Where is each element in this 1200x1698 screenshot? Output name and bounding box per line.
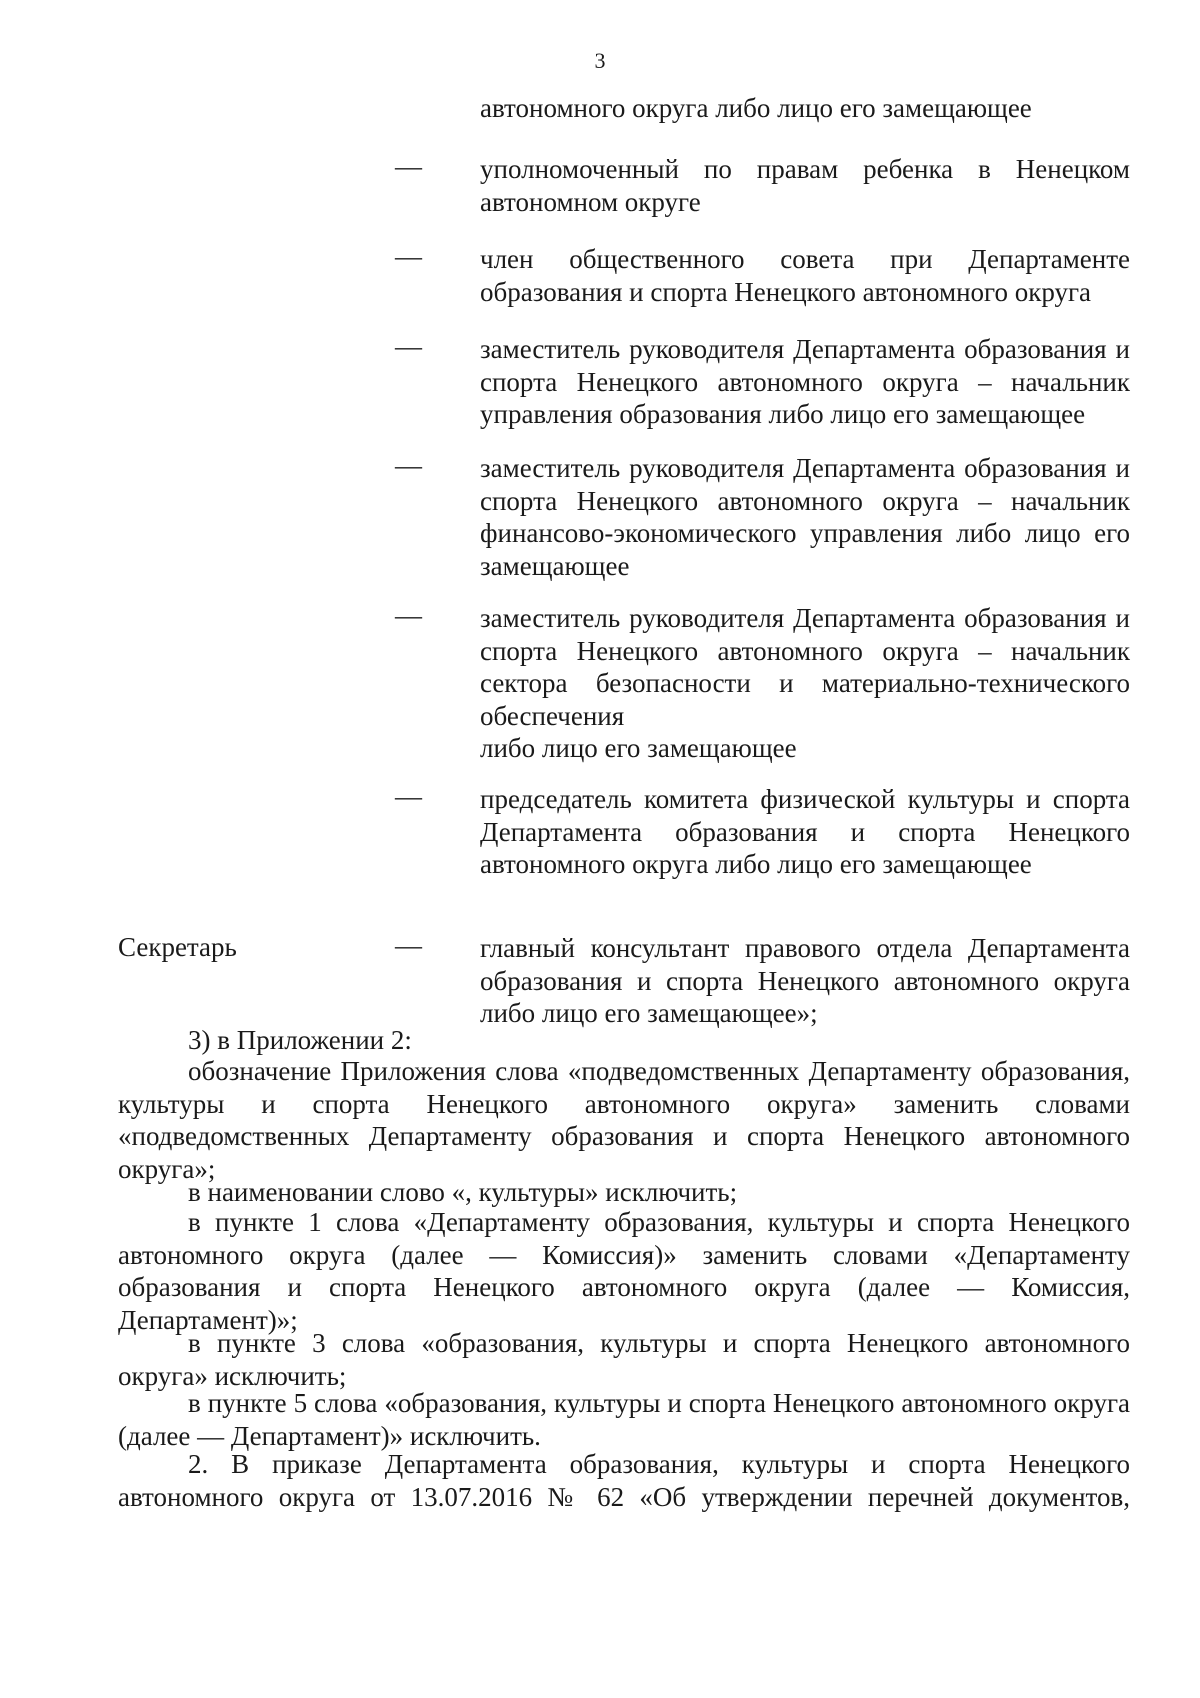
member-description: заместитель руководителя Департамента образования и спорта Ненецкого автономного округа – начальник управления образования либо лицо его замещающее	[480, 334, 1130, 429]
dash: —	[395, 450, 422, 480]
member-description: уполномоченный по правам ребенка в Ненецком автономном округе	[480, 154, 1130, 217]
member-description-text: заместитель руководителя Департамента образования и спорта Ненецкого автономного округа – начальник сектора безопасности и материально-технического обеспечения	[480, 603, 1130, 731]
secretary-description: главный консультант правового отдела Департамента образования и спорта Ненецкого автономного округа либо лицо его замещающее»;	[480, 933, 1130, 1028]
paragraph: в наименовании слово «, культуры» исключить;	[188, 1177, 738, 1207]
member-description: заместитель руководителя Департамента образования и спорта Ненецкого автономного округа – начальник финансово-экономического управления либо лицо его замещающее	[480, 453, 1130, 581]
member-description-extra: либо лицо его замещающее	[480, 733, 797, 763]
page-number: 3	[594, 48, 606, 73]
member-description	[480, 602, 1130, 765]
dash: —	[395, 151, 422, 181]
member-description: председатель комитета физической культуры и спорта Департамента образования и спорта Ненецкого автономного округа либо лицо его замещающее	[480, 784, 1130, 879]
dash: —	[395, 241, 422, 271]
paragraph: в пункте 3 слова «образования, культуры и спорта Ненецкого автономного округа» исключить;	[118, 1328, 1130, 1391]
dash: —	[395, 331, 422, 361]
paragraph: обозначение Приложения слова «подведомственных Департаменту образования, культуры и спорта Ненецкого автономного округа» заменить словами «подведомственных Департаменту образования и спорта Ненецкого автономного округа»;	[118, 1056, 1130, 1184]
paragraph: 3) в Приложении 2:	[188, 1025, 412, 1055]
dash: —	[395, 930, 422, 960]
dash: —	[395, 781, 422, 811]
paragraph: 2. В приказе Департамента образования, культуры и спорта Ненецкого автономного округа от 13.07.2016 № 62 «Об утверждении перечней документов,	[118, 1449, 1130, 1512]
dash: —	[395, 600, 422, 630]
secretary-label: Секретарь	[118, 932, 237, 962]
paragraph: в пункте 5 слова «образования, культуры и спорта Ненецкого автономного округа (далее — Департамент)» исключить.	[118, 1388, 1130, 1451]
paragraph: в пункте 1 слова «Департаменту образования, культуры и спорта Ненецкого автономного округа (далее — Комиссия)» заменить словами «Департаменту образования и спорта Ненецкого автономного округа (далее — Комиссия, Департамент)»;	[118, 1207, 1130, 1335]
member-description: член общественного совета при Департаменте образования и спорта Ненецкого автономного округа	[480, 244, 1130, 307]
member-description: автономного округа либо лицо его замещающее	[480, 93, 1032, 123]
